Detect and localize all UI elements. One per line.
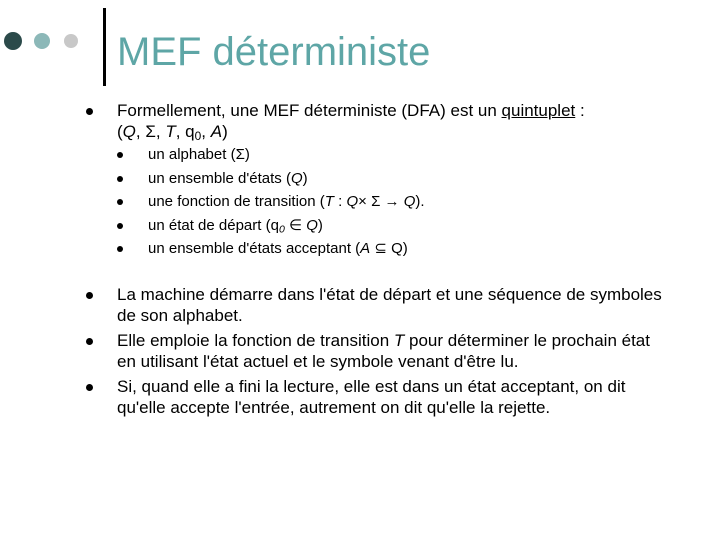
decorative-dot-gray bbox=[64, 34, 78, 48]
tuple-notation: (Q, Σ, T, $q_0$, A) bbox=[117, 122, 228, 143]
decorative-dot-dark bbox=[4, 32, 22, 50]
subitem-accepting-states: un ensemble d'états acceptant (A ⊆ Q) bbox=[85, 237, 665, 261]
bullet-start: La machine démarre dans l'état de départ et une séquence de symboles de son alphabet. bbox=[85, 284, 665, 326]
slide-content bbox=[85, 100, 665, 418]
subitem-start-state: un état de départ ($q_0$ ∈ Q) bbox=[85, 214, 665, 238]
definition-text: Formellement, une MEF déterministe (DFA) est un bbox=[117, 101, 502, 120]
bullet-transition: Elle emploie la fonction de transition T pour déterminer le prochain état en utilisant l'état actuel et le symbole venant d'être lu. bbox=[85, 330, 665, 372]
title-divider bbox=[103, 8, 106, 86]
definition-subitems bbox=[85, 143, 665, 261]
subitem-alphabet: un alphabet (Σ) bbox=[85, 143, 665, 167]
bullet-definition bbox=[85, 100, 665, 142]
decorative-dot-teal bbox=[34, 33, 50, 49]
subitem-states: un ensemble d'états (Q) bbox=[85, 167, 665, 191]
subitem-transition: une fonction de transition (T : Q× Σ → Q). bbox=[85, 190, 665, 214]
quintuplet-link[interactable]: quintuplet bbox=[501, 101, 576, 120]
bullet-accept: Si, quand elle a fini la lecture, elle est dans un état acceptant, on dit qu'elle accepte l'entrée, autrement on dit qu'elle la rejette. bbox=[85, 376, 665, 418]
page-title: MEF déterministe bbox=[117, 30, 431, 74]
definition-colon: : bbox=[575, 101, 585, 120]
